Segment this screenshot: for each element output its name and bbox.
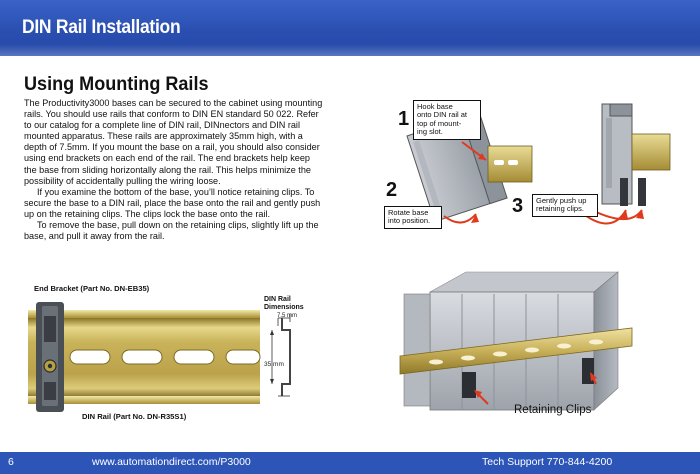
footer-support: Tech Support 770-844-4200 (482, 456, 613, 468)
rail-slot (70, 350, 110, 364)
page-number: 6 (8, 456, 14, 468)
step-2-line: into position. (388, 216, 431, 226)
step-3-number: 3 (512, 195, 524, 217)
retaining-clips-caption: Retaining Clips (514, 404, 592, 416)
rail-slot (226, 350, 260, 364)
header-shine (0, 44, 700, 56)
step-1-line: ing slot. (417, 127, 443, 137)
paragraph-2: If you examine the bottom of the base, you’ll notice retaining clips. To secure the base to a DIN rail, place the base onto the rail and gently push up on the retaining clips. The clips lock the base onto the rail. (24, 186, 321, 219)
rail-slot (508, 160, 518, 165)
rail-slot (461, 356, 475, 361)
rail-slot (429, 360, 443, 365)
rail-profile-diagram (270, 314, 290, 396)
dims-title-line1: DIN Rail (264, 296, 291, 303)
din-rail-figure (20, 296, 310, 416)
step-1-number: 1 (398, 108, 410, 130)
step-3-line: Gently push up (536, 196, 587, 205)
step-2-number: 2 (386, 179, 398, 201)
step-3-callout (532, 194, 598, 217)
paragraph-3: To remove the base, pull down on the retaining clips, slightly lift up the base, and pull it away from the rail. (24, 220, 319, 242)
rail-slot (525, 348, 539, 353)
end-bracket-label: End Bracket (Part No. DN-EB35) (34, 284, 150, 293)
rail-slot (557, 344, 571, 349)
base-upright (602, 104, 670, 206)
retaining-clip-left (462, 372, 476, 398)
body-text (24, 98, 324, 242)
footer-url[interactable]: www.automationdirect.com/P3000 (92, 456, 251, 468)
section-title: Using Mounting Rails (24, 74, 209, 95)
rail-slot (174, 350, 214, 364)
base-on-rail-illustration (396, 264, 636, 424)
rail-slot (589, 340, 603, 345)
dims-depth: 7.5 mm (277, 313, 298, 319)
step-3-line: retaining clips. (536, 204, 584, 214)
dims-title (264, 296, 304, 312)
page-footer (0, 452, 700, 474)
step-2-callout (384, 206, 442, 229)
step-1-line: Hook base (417, 102, 453, 111)
dims-height: 35 mm (264, 361, 284, 368)
paragraph-1: The Productivity3000 bases can be secured to the cabinet using mounting rails. You should use rails that conform to DIN EN standard 50 022. Refer to our catalog for a complete line of DIN rail, DINnectors and DIN rail mounted apparatus. These rails are approximately 35mm high, with a depth of 7.5mm. If you mount the base on a rail, you should also consider using end brackets on each end of the rail. The end brackets help keep the base from sliding horizontally along the rail. This helps minimize the possibility of accidentally pulling the wiring loose. (24, 98, 323, 186)
rail-slot (493, 352, 507, 357)
rail-slot (122, 350, 162, 364)
din-rail-label: DIN Rail (Part No. DN-R35S1) (82, 412, 187, 421)
step-1-line: top of mount- (417, 118, 462, 128)
rail-slot (494, 160, 504, 165)
page-header (0, 0, 700, 56)
step-2-line: Rotate base (388, 208, 429, 217)
step-1-callout (413, 100, 481, 140)
dims-title-line2: Dimensions (264, 304, 304, 311)
header-title: DIN Rail Installation (22, 17, 181, 38)
step-1-line: onto DIN rail at (417, 110, 468, 120)
end-bracket (36, 302, 64, 412)
